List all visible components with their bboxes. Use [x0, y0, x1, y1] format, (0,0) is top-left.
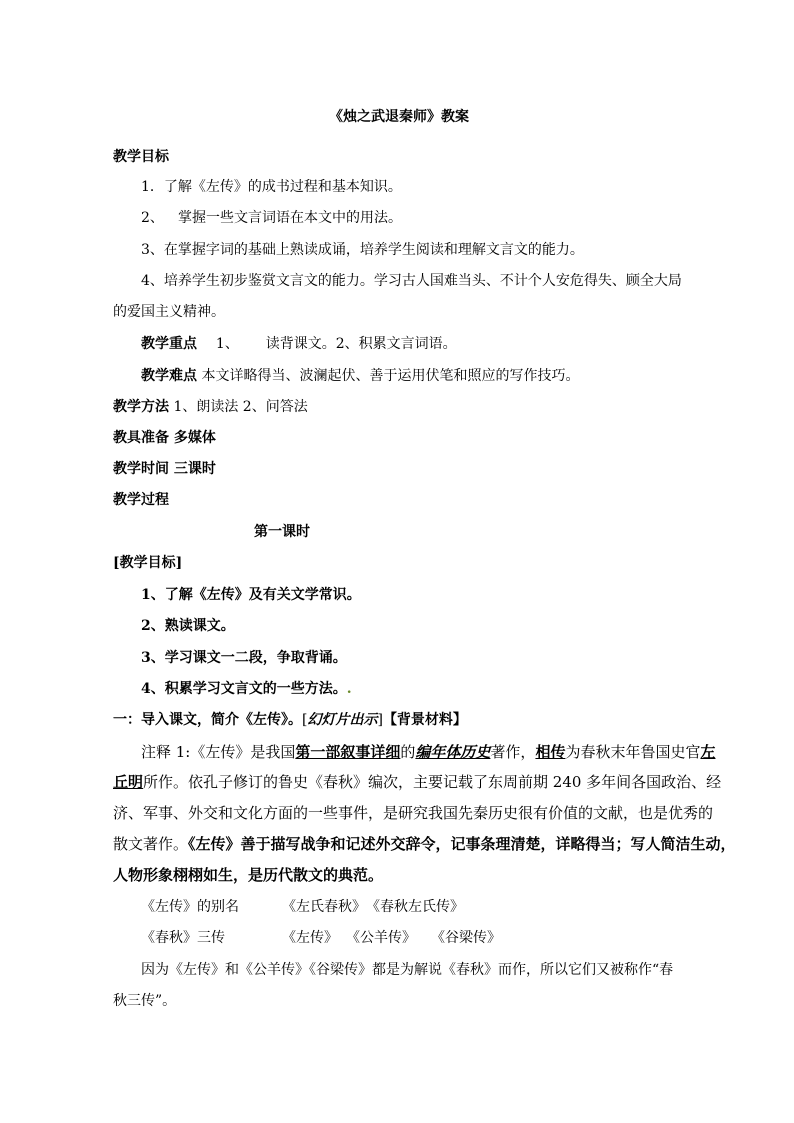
objective-item: 4、培养学生初步鉴赏文言文的能力。学习古人国难当头、不计个人安危得失、顾全大局: [141, 273, 682, 289]
difficulties-text: 本文详略得当、波澜起伏、善于运用伏笔和照应的写作技巧。: [201, 368, 580, 384]
note-text: 为春秋末年鲁国史官: [565, 743, 701, 761]
note-line: [113, 834, 736, 854]
bracket-open: [: [302, 712, 308, 728]
note-text: 的: [400, 743, 416, 761]
tools-text: 多媒体: [173, 430, 216, 446]
tools-label: 教具准备: [113, 430, 169, 446]
lesson-goal: 3、学习课文一二段，争取背诵。: [141, 650, 347, 666]
note-line: [141, 742, 715, 762]
methods: [113, 397, 308, 417]
closing-line: 秋三传”。: [113, 993, 177, 1009]
three-commentaries-label: 《春秋》三传: [141, 930, 225, 946]
note-emphasis: 《左传》善于描写战争和记述外交辞令，记事条理清楚，详略得当；写人简洁生动，: [188, 835, 736, 853]
objective-item: 3、在掌握字词的基础上熟读成诵，培养学生阅读和理解文言文的能力。: [141, 242, 584, 258]
process-heading: 教学过程: [113, 492, 169, 508]
difficulties-label: 教学难点: [141, 368, 197, 384]
objective-item: 1．了解《左传》的成书过程和基本知识。: [141, 179, 402, 195]
lesson-goal-text: 4、积累学习文言文的一些方法。: [141, 681, 347, 697]
note-emphasis: 丘明: [113, 773, 144, 791]
note-line: 人物形象栩栩如生，是历代散文的典范。: [113, 866, 384, 884]
section-intro-label: 一：导入课文，简介《左传》。: [113, 712, 302, 728]
objective-item-num: 2、: [141, 210, 164, 226]
note-line: 济、军事、外交和文化方面的一些事件，是研究我国先秦历史很有价值的文献，也是优秀的: [113, 804, 714, 822]
methods-label: 教学方法: [113, 399, 169, 415]
aliases-label: 《左传》的别名: [141, 899, 239, 915]
key-points: [141, 334, 457, 354]
lesson-goal-trail: .: [346, 681, 352, 697]
lesson-goal: 2、熟读课文。: [141, 618, 235, 634]
note-emphasis: 编年体历史: [415, 743, 491, 761]
time-text: 三课时: [173, 461, 216, 477]
tools: [113, 428, 216, 448]
objective-item-continued: 的爱国主义精神。: [113, 304, 225, 320]
background-material-label: 【背景材料】: [382, 712, 467, 728]
objective-item: 掌握一些文言词语在本文中的用法。: [178, 210, 402, 226]
commentary-value: 《左传》: [282, 930, 338, 946]
note-text: 散文著作。: [113, 835, 189, 853]
difficulties: [141, 366, 579, 386]
lesson-goals-label: [教学目标]: [113, 555, 183, 571]
lesson-heading: 第一课时: [254, 524, 310, 540]
document-title: 《烛之武退秦师》教案: [329, 109, 469, 125]
time: [113, 459, 216, 479]
note-line: [113, 772, 721, 792]
commentary-value: 《谷梁传》: [431, 930, 501, 946]
note-text: 所作。依孔子修订的鲁史《春秋》编次，主要记载了东周前期 240 多年间各国政治、经: [143, 773, 722, 791]
alias-value: 《春秋左氏传》: [366, 899, 464, 915]
commentary-value: 《公羊传》: [346, 930, 416, 946]
lesson-goal: 1、了解《左传》及有关文学常识。: [141, 587, 361, 603]
key-points-text: 读背课文。2、积累文言词语。: [265, 336, 457, 352]
note-emphasis: 左: [700, 743, 716, 761]
methods-text: 1、朗读法 2、问答法: [173, 399, 308, 415]
lesson-goal: [141, 679, 352, 699]
objectives-heading: 教学目标: [113, 149, 169, 165]
note-emphasis: 第一部叙事详细: [295, 743, 401, 761]
section-intro: [113, 710, 467, 730]
note-emphasis: 相传: [535, 743, 566, 761]
bracket-close: ]: [377, 712, 383, 728]
key-points-num: 1、: [215, 336, 239, 352]
note-text: 著作，: [490, 743, 536, 761]
alias-value: 《左氏春秋》: [282, 899, 366, 915]
closing-line: 因为《左传》和《公羊传》《谷梁传》都是为解说《春秋》而作，所以它们又被称作“春: [141, 962, 674, 978]
key-points-label: 教学重点: [141, 336, 197, 352]
slide-note: 幻灯片出示: [307, 712, 378, 728]
time-label: 教学时间: [113, 461, 169, 477]
note-text: 注释 1:《左传》是我国: [141, 743, 296, 761]
